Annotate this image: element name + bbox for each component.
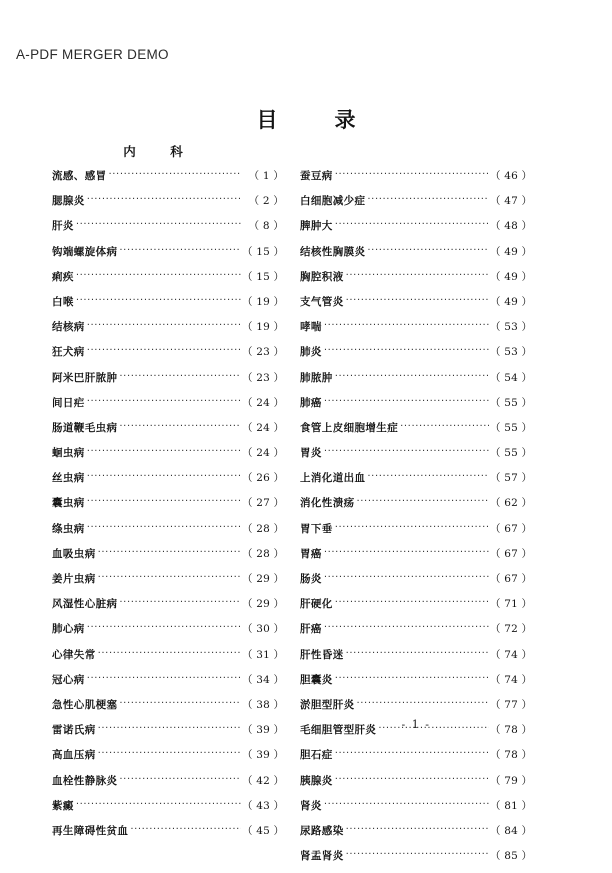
section-heading-internal-medicine: 内 科 xyxy=(123,144,194,159)
toc-entry[interactable] xyxy=(300,168,532,193)
toc-leader-dots xyxy=(324,546,489,557)
toc-leader-dots xyxy=(87,470,241,481)
toc-entry-label: 姜片虫病 xyxy=(52,573,96,585)
toc-entry-page-number: （ 55 ） xyxy=(490,396,533,409)
toc-entry-label: 肺炎 xyxy=(300,346,322,359)
toc-entry-label: 尿路感染 xyxy=(300,824,344,837)
toc-entry[interactable] xyxy=(52,344,284,369)
toc-entry-page-number: （ 67 ） xyxy=(490,522,533,535)
toc-leader-dots xyxy=(324,395,489,406)
toc-entry-page-number: （ 53 ） xyxy=(490,321,533,334)
toc-leader-dots xyxy=(400,420,489,431)
toc-entry[interactable] xyxy=(52,798,284,823)
toc-list-left xyxy=(52,168,284,848)
toc-entry[interactable] xyxy=(300,344,532,369)
toc-leader-dots xyxy=(119,420,241,431)
toc-entry[interactable] xyxy=(300,470,532,495)
toc-entry-label: 囊虫病 xyxy=(52,497,85,510)
toc-entry-label: 上消化道出血 xyxy=(300,472,366,485)
toc-entry-label: 肠炎 xyxy=(300,573,322,585)
toc-entry-page-number: （ 2 ） xyxy=(248,195,284,208)
toc-entry-page-number: （ 28 ） xyxy=(242,547,285,560)
toc-entry-label: 肝癌 xyxy=(300,623,322,636)
toc-entry[interactable] xyxy=(52,470,284,495)
toc-entry-page-number: （ 26 ） xyxy=(242,472,285,485)
toc-entry-page-number: （ 67 ） xyxy=(490,547,533,560)
toc-leader-dots xyxy=(109,168,242,179)
toc-entry-label: 间日疟 xyxy=(52,396,85,409)
toc-entry-label: 消化性溃疡 xyxy=(300,497,355,510)
toc-entry-label: 血吸虫病 xyxy=(52,547,96,560)
toc-entry-page-number: （ 29 ） xyxy=(242,573,285,585)
toc-entry-label: 胃炎 xyxy=(300,447,322,460)
toc-entry-page-number: （ 81 ） xyxy=(490,799,533,812)
toc-entry-page-number: （ 45 ） xyxy=(242,824,285,837)
toc-leader-dots xyxy=(87,445,241,456)
toc-entry[interactable] xyxy=(300,269,532,294)
toc-entry-page-number: （ 57 ） xyxy=(490,472,533,485)
toc-entry-page-number: （ 42 ） xyxy=(242,774,285,787)
toc-entry-label: 痢疾 xyxy=(52,270,74,283)
toc-entry[interactable] xyxy=(300,294,532,319)
toc-entry[interactable] xyxy=(52,571,284,596)
toc-leader-dots xyxy=(87,521,241,532)
toc-entry-page-number: （ 28 ） xyxy=(242,522,285,535)
toc-leader-dots xyxy=(119,773,241,784)
toc-leader-dots xyxy=(335,672,489,683)
toc-entry-label: 肝性昏迷 xyxy=(300,648,344,661)
toc-leader-dots xyxy=(335,596,489,607)
toc-entry-label: 白喉 xyxy=(52,295,74,308)
toc-entry[interactable] xyxy=(300,395,532,420)
toc-leader-dots xyxy=(98,647,241,658)
toc-entry-page-number: （ 27 ） xyxy=(242,497,285,510)
toc-entry-page-number: （ 38 ） xyxy=(242,698,285,711)
toc-entry[interactable] xyxy=(300,244,532,269)
toc-entry-page-number: （ 78 ） xyxy=(490,724,533,737)
toc-entry-page-number: （ 71 ） xyxy=(490,598,533,611)
toc-entry-page-number: （ 23 ） xyxy=(242,346,285,359)
toc-entry-page-number: （ 23 ） xyxy=(242,371,285,384)
toc-entry-label: 狂犬病 xyxy=(52,346,85,359)
toc-leader-dots xyxy=(119,244,241,255)
toc-entry-page-number: （ 47 ） xyxy=(490,195,533,208)
toc-entry-page-number: （ 15 ） xyxy=(242,270,285,283)
toc-entry-label: 钩端螺旋体病 xyxy=(52,245,118,258)
section-heading-right-spacer xyxy=(300,142,532,168)
toc-entry-label: 胰腺炎 xyxy=(300,774,333,787)
toc-entry-page-number: （ 24 ） xyxy=(242,421,285,434)
toc-entry[interactable] xyxy=(300,647,532,672)
toc-entry-label: 急性心肌梗塞 xyxy=(52,698,118,711)
toc-entry[interactable] xyxy=(52,319,284,344)
toc-entry[interactable] xyxy=(52,596,284,621)
toc-entry[interactable] xyxy=(52,747,284,772)
toc-leader-dots xyxy=(357,697,490,708)
toc-leader-dots xyxy=(119,697,241,708)
toc-entry[interactable] xyxy=(300,445,532,470)
toc-entry[interactable] xyxy=(52,722,284,747)
toc-entry[interactable] xyxy=(300,773,532,798)
toc-entry-page-number: （ 19 ） xyxy=(242,321,285,334)
toc-leader-dots xyxy=(335,773,489,784)
toc-leader-dots xyxy=(87,344,241,355)
toc-leader-dots xyxy=(346,647,489,658)
toc-leader-dots xyxy=(367,470,489,481)
toc-entry-label: 绦虫病 xyxy=(52,522,85,535)
toc-entry[interactable] xyxy=(300,672,532,697)
toc-entry[interactable] xyxy=(52,697,284,722)
toc-entry[interactable] xyxy=(300,495,532,520)
toc-list-right xyxy=(300,168,532,873)
toc-entry-page-number: （ 49 ） xyxy=(490,245,533,258)
toc-entry-label: 哮喘 xyxy=(300,321,322,334)
toc-entry[interactable] xyxy=(52,672,284,697)
toc-entry-label: 胆石症 xyxy=(300,749,333,762)
toc-entry-page-number: （ 30 ） xyxy=(242,623,285,636)
toc-entry[interactable] xyxy=(52,495,284,520)
toc-entry[interactable] xyxy=(52,244,284,269)
toc-entry[interactable] xyxy=(52,546,284,571)
toc-entry[interactable] xyxy=(300,848,532,873)
toc-entry-page-number: （ 78 ） xyxy=(490,749,533,762)
toc-entry[interactable] xyxy=(52,823,284,848)
toc-leader-dots xyxy=(335,168,489,179)
toc-leader-dots xyxy=(367,244,489,255)
toc-entry-page-number: （ 34 ） xyxy=(242,673,285,686)
toc-entry-page-number: （ 55 ） xyxy=(490,421,533,434)
toc-entry-label: 肝硬化 xyxy=(300,598,333,611)
toc-entry[interactable] xyxy=(52,445,284,470)
toc-leader-dots xyxy=(87,319,241,330)
demo-watermark-banner: A-PDF MERGER DEMO xyxy=(16,47,169,62)
toc-entry[interactable] xyxy=(52,218,284,243)
toc-entry-label: 再生障碍性贫血 xyxy=(52,824,129,837)
toc-entry-page-number: （ 8 ） xyxy=(248,220,284,233)
toc-entry[interactable] xyxy=(300,747,532,772)
toc-leader-dots xyxy=(335,370,489,381)
toc-column-right xyxy=(300,142,532,873)
toc-entry[interactable] xyxy=(300,596,532,621)
toc-entry[interactable] xyxy=(300,571,532,596)
toc-entry-page-number: （ 39 ） xyxy=(242,724,285,737)
toc-leader-dots xyxy=(87,395,241,406)
toc-leader-dots xyxy=(346,294,489,305)
toc-entry-label: 心律失常 xyxy=(52,648,96,661)
toc-entry-label: 肺心病 xyxy=(52,623,85,636)
toc-entry-page-number: （ 53 ） xyxy=(490,346,533,359)
toc-entry-label: 毛细胆管型肝炎 xyxy=(300,724,377,737)
toc-entry-page-number: （ 77 ） xyxy=(490,698,533,711)
toc-entry-label: 血栓性静脉炎 xyxy=(52,774,118,787)
toc-leader-dots xyxy=(367,193,489,204)
toc-leader-dots xyxy=(324,445,489,456)
toc-entry[interactable] xyxy=(52,773,284,798)
toc-entry-page-number: （ 67 ） xyxy=(490,573,533,585)
toc-entry-page-number: （ 84 ） xyxy=(490,824,533,837)
toc-entry[interactable] xyxy=(52,521,284,546)
toc-leader-dots xyxy=(324,798,489,809)
toc-entry[interactable] xyxy=(300,798,532,823)
toc-entry-page-number: （ 49 ） xyxy=(490,270,533,283)
toc-entry-label: 肾盂肾炎 xyxy=(300,850,344,863)
toc-columns xyxy=(0,142,612,863)
toc-leader-dots xyxy=(357,495,490,506)
toc-entry[interactable] xyxy=(300,370,532,395)
toc-leader-dots xyxy=(76,269,241,280)
toc-entry[interactable] xyxy=(300,193,532,218)
toc-entry-label: 风湿性心脏病 xyxy=(52,598,118,611)
toc-entry-label: 蛔虫病 xyxy=(52,447,85,460)
toc-entry-label: 肠道鞭毛虫病 xyxy=(52,421,118,434)
toc-entry-label: 食管上皮细胞增生症 xyxy=(300,421,399,434)
toc-entry-label: 阿米巴肝脓肿 xyxy=(52,371,118,384)
toc-leader-dots xyxy=(335,218,489,229)
toc-entry-page-number: （ 29 ） xyxy=(242,598,285,611)
toc-entry[interactable] xyxy=(52,647,284,672)
toc-entry-page-number: （ 54 ） xyxy=(490,371,533,384)
toc-entry-label: 结核性胸膜炎 xyxy=(300,245,366,258)
toc-leader-dots xyxy=(87,621,241,632)
toc-leader-dots xyxy=(346,269,489,280)
toc-entry-page-number: （ 24 ） xyxy=(242,396,285,409)
toc-entry[interactable] xyxy=(52,168,284,193)
toc-entry-page-number: （ 74 ） xyxy=(490,648,533,661)
toc-leader-dots xyxy=(87,193,241,204)
toc-entry[interactable] xyxy=(300,546,532,571)
toc-entry-page-number: （ 46 ） xyxy=(490,170,533,182)
toc-leader-dots xyxy=(87,495,241,506)
toc-entry-page-number: （ 43 ） xyxy=(242,799,285,812)
toc-entry[interactable] xyxy=(300,621,532,646)
toc-entry-label: 腮腺炎 xyxy=(52,195,85,208)
toc-entry-label: 胃下垂 xyxy=(300,522,333,535)
toc-entry[interactable] xyxy=(300,823,532,848)
toc-leader-dots xyxy=(76,218,241,229)
toc-entry-page-number: （ 24 ） xyxy=(242,447,285,460)
toc-entry-label: 高血压病 xyxy=(52,749,96,762)
toc-entry-page-number: （ 15 ） xyxy=(242,245,285,258)
toc-entry[interactable] xyxy=(300,218,532,243)
toc-entry-label: 结核病 xyxy=(52,321,85,334)
toc-leader-dots xyxy=(324,621,489,632)
toc-leader-dots xyxy=(119,370,241,381)
toc-leader-dots xyxy=(324,344,489,355)
toc-leader-dots xyxy=(346,823,489,834)
toc-leader-dots xyxy=(324,571,489,582)
toc-entry-page-number: （ 74 ） xyxy=(490,673,533,686)
toc-entry-label: 肺脓肿 xyxy=(300,371,333,384)
toc-entry-label: 丝虫病 xyxy=(52,472,85,485)
toc-leader-dots xyxy=(98,722,241,733)
toc-entry-label: 流感、感冒 xyxy=(52,170,107,182)
toc-leader-dots xyxy=(98,546,241,557)
toc-entry-label: 白细胞减少症 xyxy=(300,195,366,208)
toc-leader-dots xyxy=(76,798,241,809)
toc-leader-dots xyxy=(346,848,489,859)
toc-entry[interactable] xyxy=(52,621,284,646)
toc-entry[interactable] xyxy=(300,319,532,344)
toc-entry-label: 冠心病 xyxy=(52,673,85,686)
toc-entry-label: 肝炎 xyxy=(52,220,74,233)
toc-entry-page-number: （ 55 ） xyxy=(490,447,533,460)
toc-entry-page-number: （ 62 ） xyxy=(490,497,533,510)
toc-entry[interactable] xyxy=(52,370,284,395)
toc-entry-label: 紫癜 xyxy=(52,799,74,812)
toc-leader-dots xyxy=(87,672,241,683)
toc-leader-dots xyxy=(130,823,241,834)
toc-entry-page-number: （ 72 ） xyxy=(490,623,533,636)
toc-entry[interactable] xyxy=(52,294,284,319)
toc-entry-page-number: （ 49 ） xyxy=(490,295,533,308)
toc-leader-dots xyxy=(119,596,241,607)
toc-entry[interactable] xyxy=(52,269,284,294)
toc-leader-dots xyxy=(324,319,489,330)
toc-entry-page-number: （ 48 ） xyxy=(490,220,533,233)
toc-entry-label: 胸腔积液 xyxy=(300,270,344,283)
toc-entry-page-number: （ 31 ） xyxy=(242,648,285,661)
toc-entry-label: 淤胆型肝炎 xyxy=(300,698,355,711)
toc-entry[interactable] xyxy=(300,420,532,445)
toc-entry-label: 肾炎 xyxy=(300,799,322,812)
page-number-folio: - 1 - xyxy=(401,718,431,731)
toc-column-left xyxy=(52,142,284,848)
toc-leader-dots xyxy=(335,521,489,532)
toc-entry-page-number: （ 1 ） xyxy=(248,170,284,182)
toc-leader-dots xyxy=(335,747,489,758)
toc-entry-label: 脾肿大 xyxy=(300,220,333,233)
toc-entry-page-number: （ 79 ） xyxy=(490,774,533,787)
toc-entry-page-number: （ 19 ） xyxy=(242,295,285,308)
toc-entry-label: 雷诺氏病 xyxy=(52,724,96,737)
toc-entry[interactable] xyxy=(52,193,284,218)
toc-entry-label: 肺癌 xyxy=(300,396,322,409)
toc-entry-label: 支气管炎 xyxy=(300,295,344,308)
toc-entry-page-number: （ 39 ） xyxy=(242,749,285,762)
toc-entry[interactable] xyxy=(52,420,284,445)
page-title: 目 录 xyxy=(256,107,374,132)
toc-entry-label: 胃癌 xyxy=(300,547,322,560)
toc-entry[interactable] xyxy=(52,395,284,420)
toc-leader-dots xyxy=(98,571,241,582)
toc-entry-page-number: （ 85 ） xyxy=(490,850,533,863)
toc-leader-dots xyxy=(76,294,241,305)
toc-leader-dots xyxy=(98,747,241,758)
toc-entry[interactable] xyxy=(300,521,532,546)
toc-entry-label: 蚕豆病 xyxy=(300,170,333,182)
toc-entry-label: 胆囊炎 xyxy=(300,673,333,686)
